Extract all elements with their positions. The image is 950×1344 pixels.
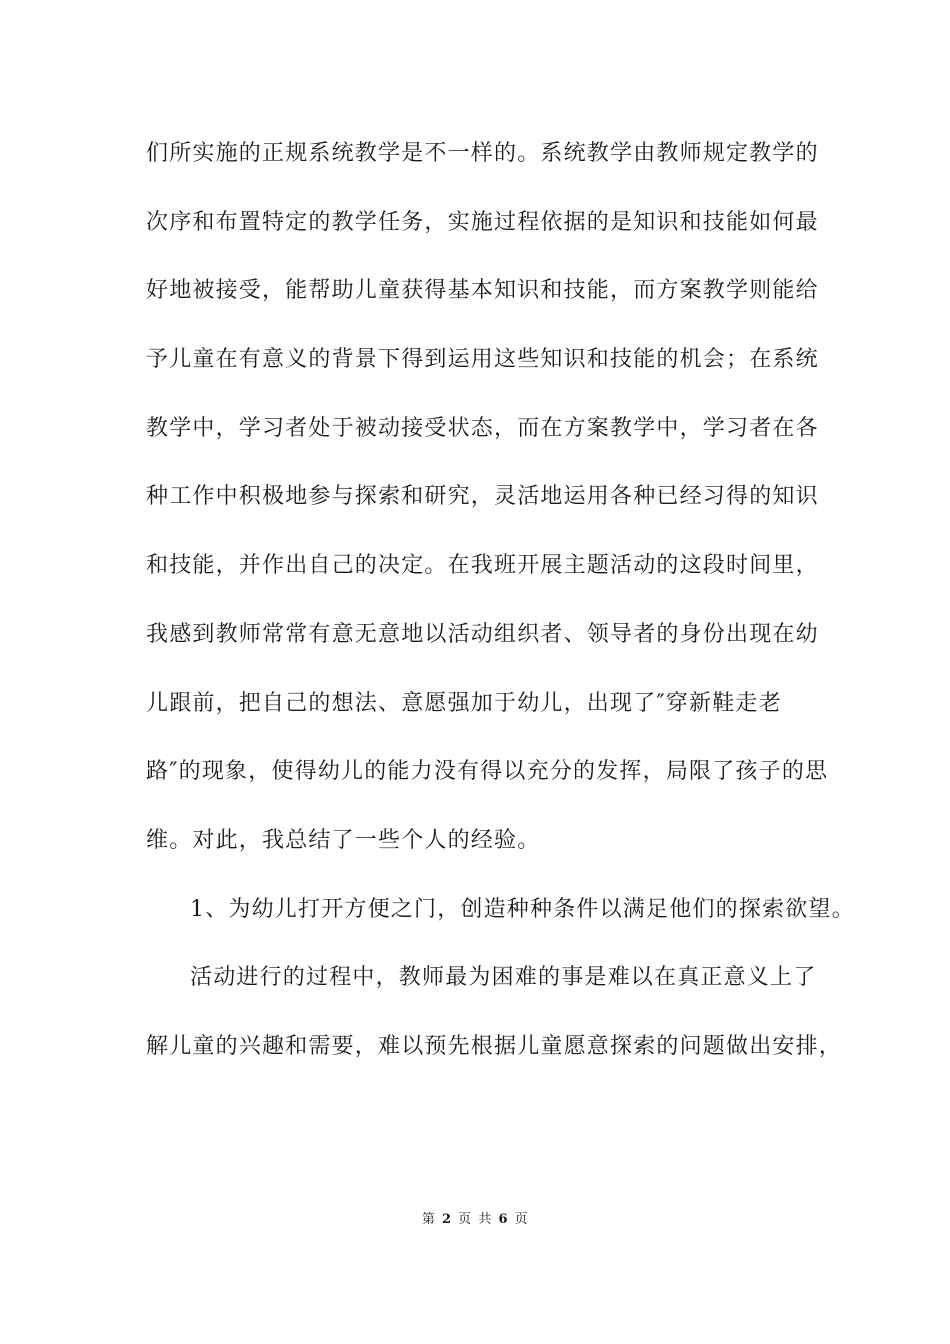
- text-line: 儿跟前，把自己的想法、意愿强加于幼儿，出现了″穿新鞋走老: [146, 690, 782, 716]
- footer-total-word: 共: [478, 1212, 492, 1227]
- text-line: 们所实施的正规系统教学是不一样的。系统教学由教师规定教学的: [146, 141, 819, 166]
- page-footer: [0, 1208, 950, 1227]
- text-line: 种工作中积极地参与探索和研究，灵活地运用各种已经习得的知识: [146, 484, 819, 510]
- text-line: 和技能，并作出自己的决定。在我班开展主题活动的这段时间里，: [146, 553, 819, 579]
- text-line: 我感到教师常常有意无意地以活动组织者、领导者的身份出现在幼: [146, 621, 819, 647]
- body-text: [146, 129, 855, 1091]
- text-line: 教学中，学习者处于被动接受状态，而在方案教学中，学习者在各: [146, 415, 819, 441]
- footer-suffix: 页: [514, 1212, 529, 1227]
- current-page-number: 2: [441, 1212, 452, 1227]
- text-line: 好地被接受，能帮助儿童获得基本知识和技能，而方案教学则能给: [146, 278, 819, 304]
- text-line: 路″的现象，使得幼儿的能力没有得以充分的发挥，局限了孩子的思: [146, 759, 829, 785]
- text-line: 解儿童的兴趣和需要，难以预先根据儿童愿意探索的问题做出安排，: [146, 1033, 843, 1059]
- text-line: 维。对此，我总结了一些个人的经验。: [146, 827, 541, 853]
- paragraph-start-line: 活动进行的过程中，教师最为困难的事是难以在真正意义上了: [190, 965, 817, 991]
- text-line: 予儿童在有意义的背景下得到运用这些知识和技能的机会；在系统: [146, 347, 819, 373]
- footer-page-word: 页: [458, 1212, 472, 1227]
- text-line: 次序和布置特定的教学任务，实施过程依据的是知识和技能如何最: [146, 209, 819, 235]
- total-page-number: 6: [498, 1212, 509, 1227]
- footer-prefix: 第: [421, 1212, 436, 1227]
- section-heading: 1、为幼儿打开方便之门，创造种种条件以满足他们的探索欲望。: [190, 896, 855, 922]
